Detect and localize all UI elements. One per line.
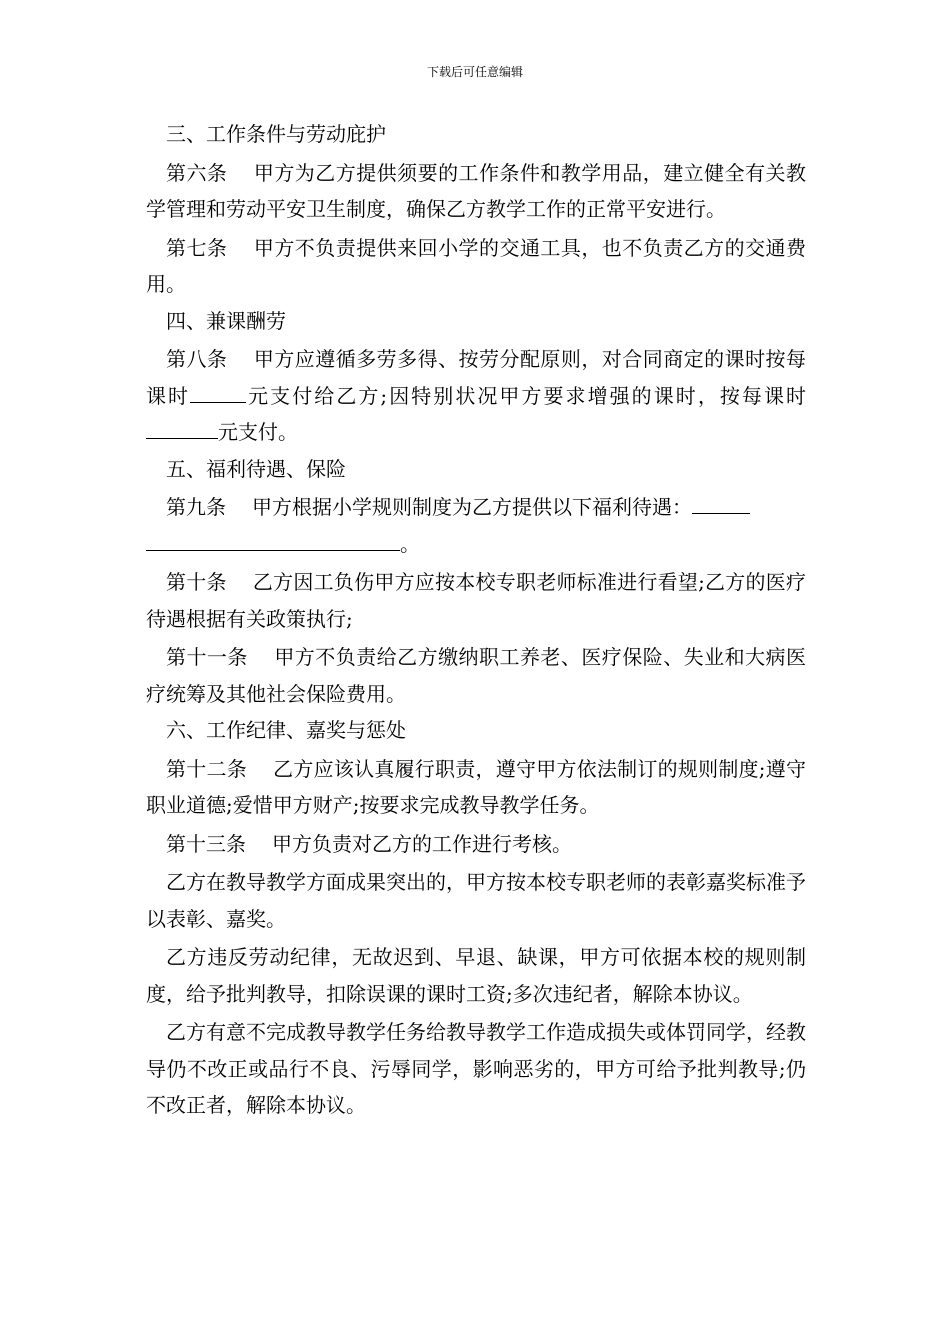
article-8 <box>146 341 806 451</box>
paragraph-serious: 乙方有意不完成教导教学任务给教导教学工作造成损失或体罚同学，经教导仍不改正或品行不良、污辱同学，影响恶劣的，甲方可给予批判教导;仍不改正者，解除本协议。 <box>146 1020 806 1117</box>
article-number: 第八条 <box>166 347 228 371</box>
article-text: 甲方不负责给乙方缴纳职工养老、医疗保险、失业和大病医疗统筹及其他社会保险费用。 <box>146 645 807 706</box>
fill-blank <box>190 380 246 403</box>
article-9 <box>146 489 806 562</box>
article-11 <box>146 639 806 712</box>
article-number: 第九条 <box>166 495 226 519</box>
article-text: 元支付给乙方;因特别状况甲方要求增强的课时，按每课时 <box>246 383 806 408</box>
article-10 <box>146 564 806 637</box>
fill-blank <box>146 528 400 551</box>
article-number: 第十二条 <box>166 756 247 781</box>
fill-blank <box>692 491 750 514</box>
article-text: 乙方因工负伤甲方应按本校专职老师标准进行看望;乙方的医疗待遇根据有关政策执行; <box>146 570 806 631</box>
article-text: 。 <box>400 531 420 556</box>
article-12 <box>146 751 806 824</box>
section-title-5: 五、福利待遇、保险 <box>166 456 346 481</box>
article-6 <box>146 155 806 228</box>
article-number: 第十三条 <box>166 831 246 856</box>
fill-blank <box>146 416 218 439</box>
section-title-4: 四、兼课酬劳 <box>166 308 286 333</box>
article-7 <box>146 230 806 303</box>
article-text: 甲方不负责提供来回小学的交通工具，也不负责乙方的交通费用。 <box>146 235 807 296</box>
document-body <box>146 116 806 1124</box>
article-number: 第七条 <box>166 235 228 260</box>
article-13 <box>146 826 806 863</box>
paragraph-reward: 乙方在教导教学方面成果突出的，甲方按本校专职老师的表彰嘉奖标准予以表彰、嘉奖。 <box>146 870 806 931</box>
article-number: 第十一条 <box>166 645 248 669</box>
article-text: 元支付。 <box>218 420 298 444</box>
article-text: 甲方为乙方提供须要的工作条件和教学用品，建立健全有关教学管理和劳动平安卫生制度，确保乙方教学工作的正常平安进行。 <box>146 160 807 221</box>
article-number: 第十条 <box>166 570 227 594</box>
page-header-note: 下载后可任意编辑 <box>426 65 523 79</box>
article-text: 甲方根据小学规则制度为乙方提供以下福利待遇： <box>252 495 692 519</box>
paragraph-violation: 乙方违反劳动纪律，无故迟到、早退、缺课，甲方可依据本校的规则制度，给予批判教导，扣除误课的课时工资;多次违纪者，解除本协议。 <box>146 945 806 1006</box>
section-title-6: 六、工作纪律、嘉奖与惩处 <box>166 718 406 742</box>
section-title-3: 三、工作条件与劳动庇护 <box>166 122 386 146</box>
article-text: 乙方应该认真履行职责，遵守甲方依法制订的规则制度;遵守职业道德;爱惜甲方财产;按要求完成教导教学任务。 <box>146 756 806 817</box>
article-text: 甲方负责对乙方的工作进行考核。 <box>272 831 572 856</box>
article-text: 甲方应遵循多劳多得、按劳分配原则，对合同商定的课时按每课时 <box>146 347 807 408</box>
article-number: 第六条 <box>166 160 228 185</box>
